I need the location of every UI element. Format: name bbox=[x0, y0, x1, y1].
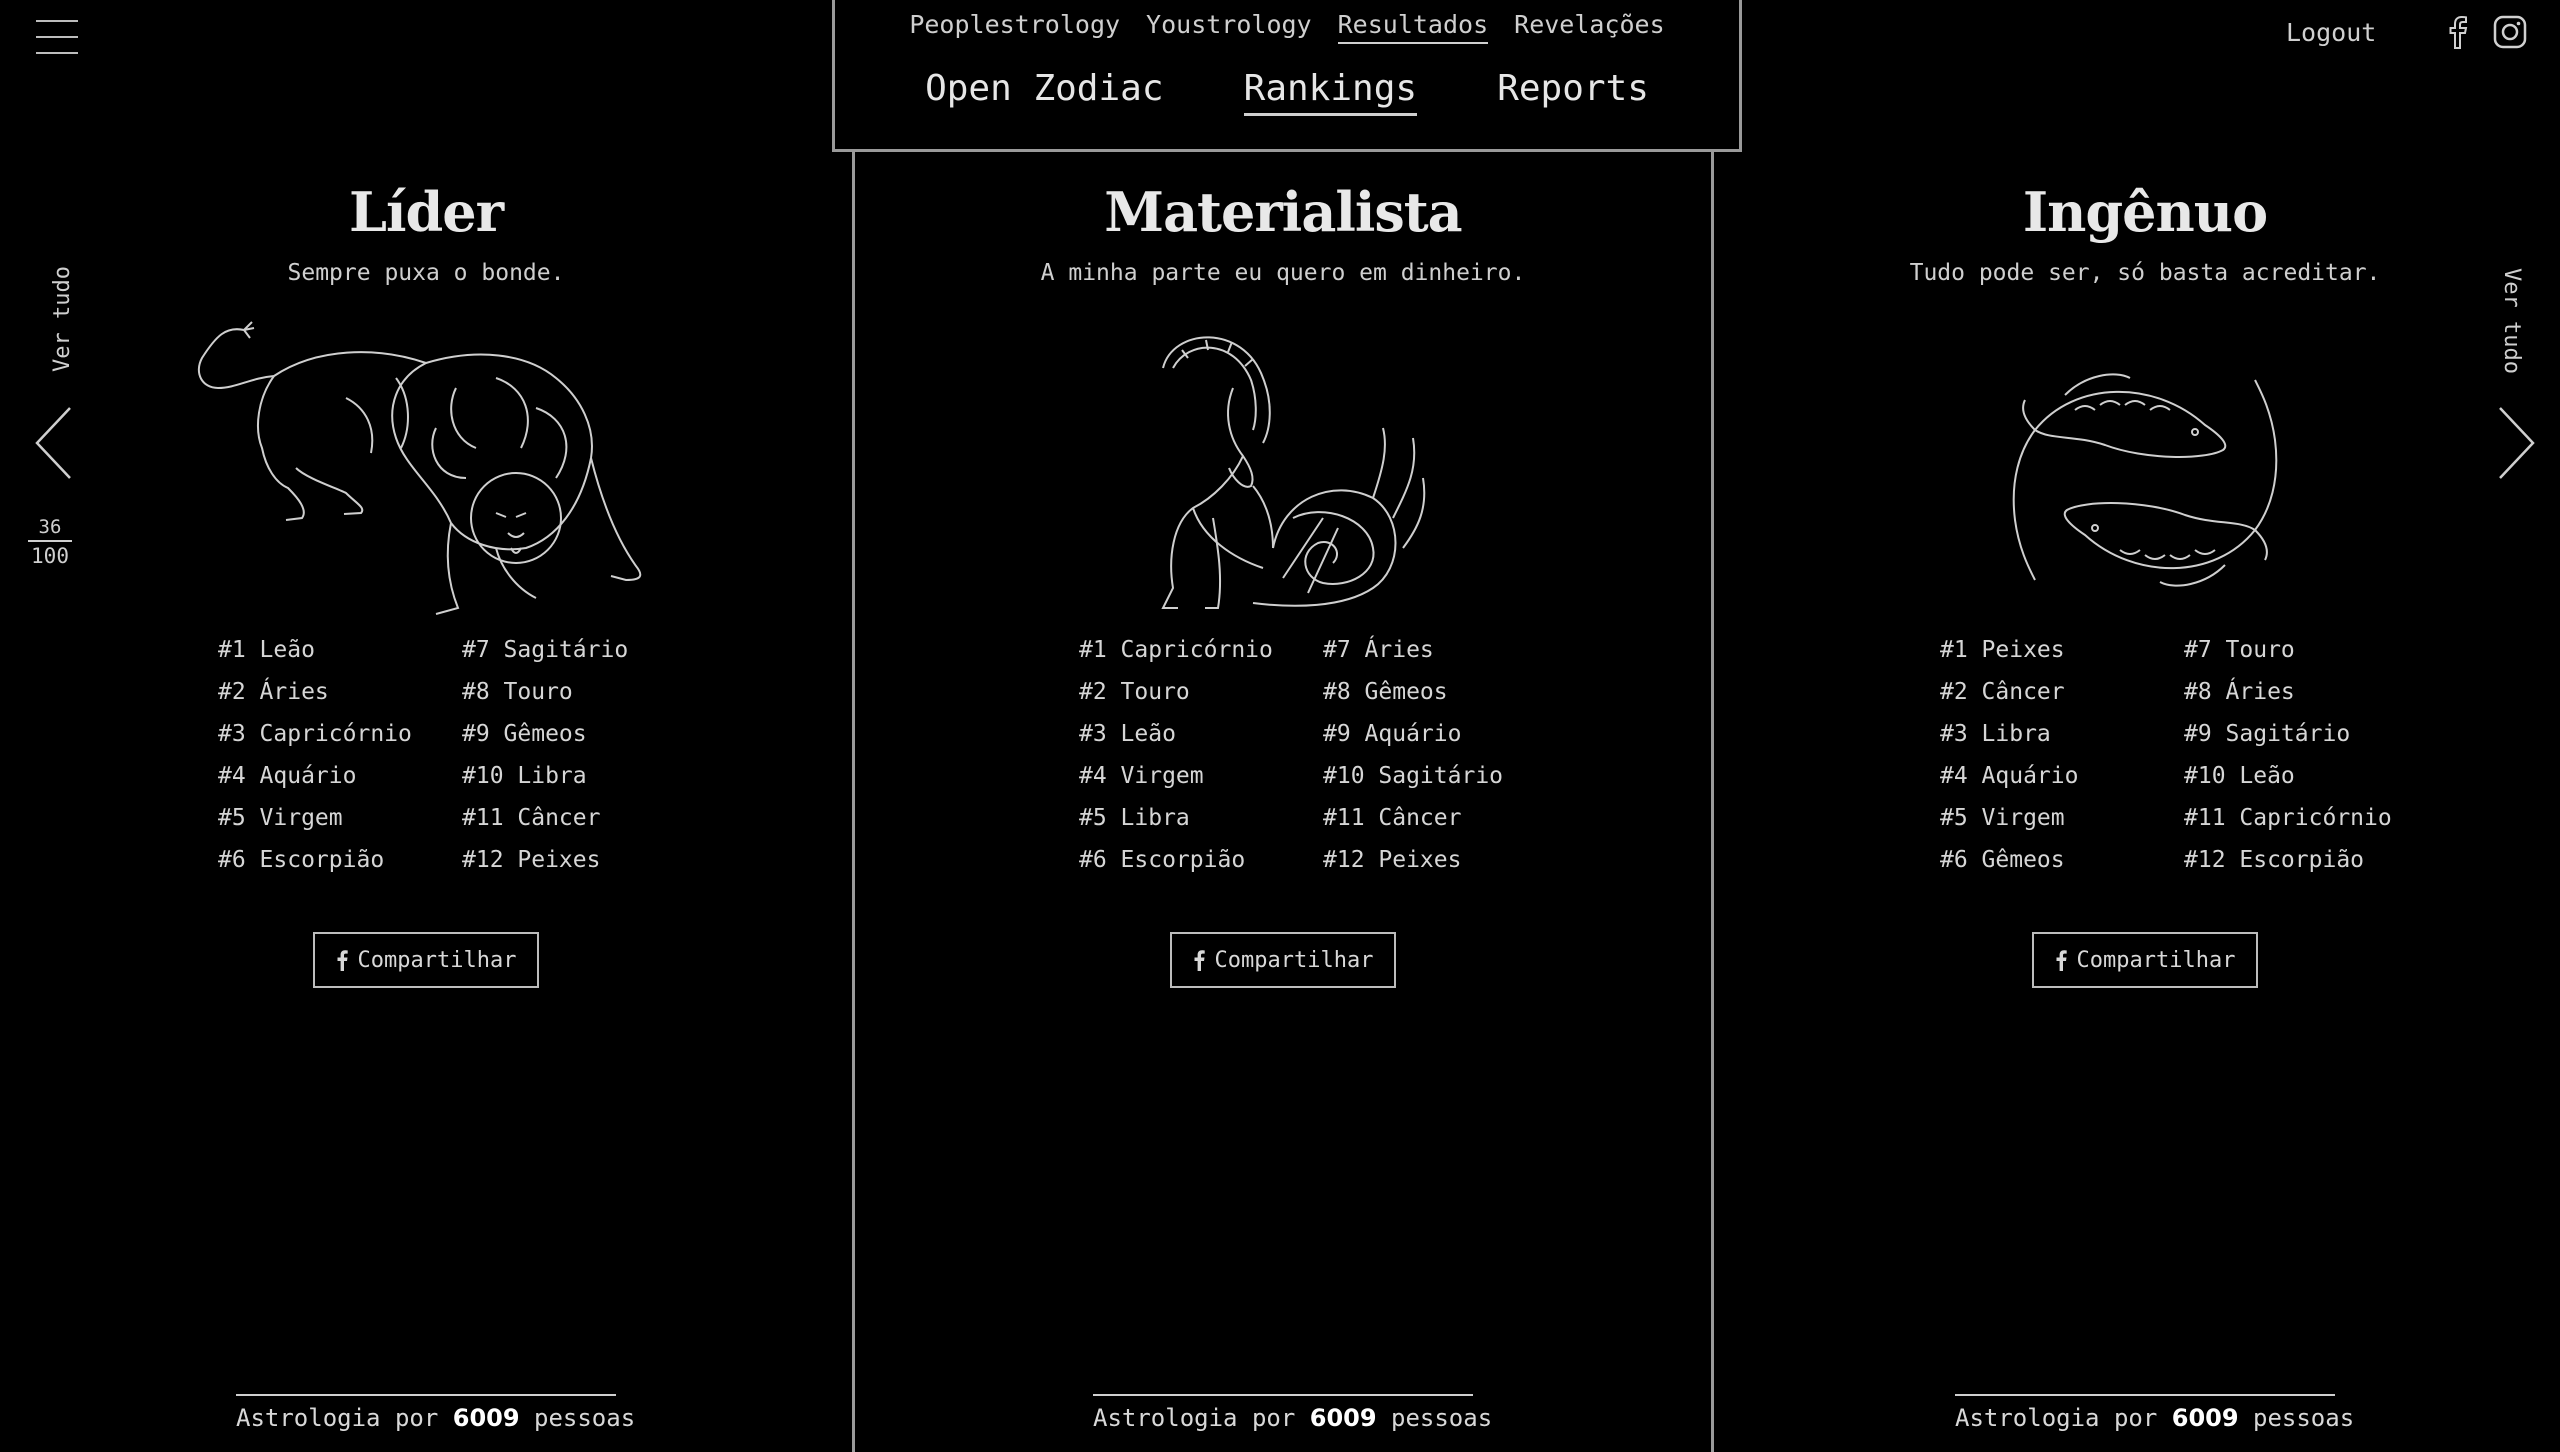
ranking-column-materialista bbox=[852, 0, 1714, 1452]
list-item: #10 Leão bbox=[2184, 763, 2295, 789]
list-item: #3 Capricórnio bbox=[218, 721, 412, 747]
list-item: #11 Capricórnio bbox=[2184, 805, 2392, 831]
list-item: #1 Leão bbox=[218, 637, 315, 663]
list-item: #1 Peixes bbox=[1940, 637, 2065, 663]
list-item: #5 Libra bbox=[1079, 805, 1190, 831]
list-item: #12 Peixes bbox=[1323, 847, 1462, 873]
column-subtitle: Tudo pode ser, só basta acreditar. bbox=[1909, 260, 2381, 286]
nav-reports[interactable]: Reports bbox=[1497, 68, 1649, 109]
nav-rankings[interactable]: Rankings bbox=[1244, 68, 1417, 116]
footer-prefix: Astrologia por bbox=[236, 1404, 453, 1432]
list-item: #3 Libra bbox=[1940, 721, 2051, 747]
ranking-column-ingenuo bbox=[1714, 0, 2560, 1452]
list-item: #2 Áries bbox=[218, 679, 329, 705]
facebook-icon bbox=[2055, 949, 2067, 971]
list-item: #8 Gêmeos bbox=[1323, 679, 1448, 705]
list-item: #7 Sagitário bbox=[462, 637, 629, 663]
counter-current: 36 bbox=[28, 516, 72, 542]
nav-open-zodiac[interactable]: Open Zodiac bbox=[925, 68, 1164, 109]
ranking-list bbox=[1079, 632, 1523, 884]
logout-link[interactable]: Logout bbox=[2286, 18, 2377, 47]
share-button-label: Compartilhar bbox=[357, 947, 517, 973]
list-item: #9 Aquário bbox=[1323, 721, 1462, 747]
ranking-list bbox=[1940, 632, 2392, 884]
share-button-label: Compartilhar bbox=[1214, 947, 1374, 973]
people-count: 6009 bbox=[452, 1404, 520, 1432]
ver-tudo-left-link[interactable]: Ver tudo bbox=[50, 266, 75, 372]
column-subtitle: A minha parte eu quero em dinheiro. bbox=[1040, 260, 1526, 286]
list-item: #3 Leão bbox=[1079, 721, 1176, 747]
column-title: Materialista bbox=[1104, 180, 1462, 244]
list-item: #2 Touro bbox=[1079, 679, 1190, 705]
ranking-column-lider bbox=[0, 0, 852, 1452]
list-item: #6 Escorpião bbox=[1079, 847, 1246, 873]
column-title: Ingênuo bbox=[2022, 180, 2268, 244]
top-navigation bbox=[832, 0, 1742, 152]
footer-suffix: pessoas bbox=[1376, 1404, 1493, 1432]
footer-suffix: pessoas bbox=[2238, 1404, 2355, 1432]
share-button-label: Compartilhar bbox=[2076, 947, 2236, 973]
pisces-icon bbox=[2005, 350, 2285, 610]
list-item: #12 Peixes bbox=[462, 847, 601, 873]
list-item: #8 Áries bbox=[2184, 679, 2295, 705]
footer-count bbox=[236, 1394, 636, 1432]
footer-count bbox=[1955, 1394, 2355, 1432]
sub-navigation bbox=[835, 10, 1739, 44]
list-item: #5 Virgem bbox=[218, 805, 343, 831]
list-item: #5 Virgem bbox=[1940, 805, 2065, 831]
people-count: 6009 bbox=[1309, 1404, 1377, 1432]
list-item: #6 Escorpião bbox=[218, 847, 385, 873]
ranking-list bbox=[218, 632, 662, 884]
list-item: #7 Áries bbox=[1323, 637, 1434, 663]
facebook-icon bbox=[1193, 949, 1205, 971]
subnav-peoplestrology[interactable]: Peoplestrology bbox=[909, 10, 1121, 39]
subnav-resultados[interactable]: Resultados bbox=[1338, 10, 1489, 44]
facebook-icon bbox=[336, 949, 348, 971]
subnav-youstrology[interactable]: Youstrology bbox=[1146, 10, 1312, 39]
list-item: #1 Capricórnio bbox=[1079, 637, 1273, 663]
list-item: #6 Gêmeos bbox=[1940, 847, 2065, 873]
list-item: #12 Escorpião bbox=[2184, 847, 2365, 873]
footer-suffix: pessoas bbox=[519, 1404, 636, 1432]
list-item: #10 Libra bbox=[462, 763, 587, 789]
list-item: #4 Aquário bbox=[218, 763, 357, 789]
list-item: #11 Câncer bbox=[1323, 805, 1462, 831]
people-count: 6009 bbox=[2171, 1404, 2239, 1432]
share-button[interactable] bbox=[1170, 932, 1396, 988]
footer-count bbox=[1093, 1394, 1493, 1432]
list-item: #9 Sagitário bbox=[2184, 721, 2351, 747]
ver-tudo-right-link[interactable]: Ver tudo bbox=[2499, 268, 2524, 374]
main-navigation bbox=[835, 68, 1739, 116]
share-button[interactable] bbox=[313, 932, 539, 988]
list-item: #10 Sagitário bbox=[1323, 763, 1504, 789]
lion-icon bbox=[196, 318, 656, 618]
list-item: #2 Câncer bbox=[1940, 679, 2065, 705]
counter-total: 100 bbox=[31, 544, 69, 568]
column-subtitle: Sempre puxa o bonde. bbox=[287, 260, 565, 286]
share-button[interactable] bbox=[2032, 932, 2258, 988]
list-item: #4 Aquário bbox=[1940, 763, 2079, 789]
capricorn-icon bbox=[1133, 318, 1433, 618]
footer-prefix: Astrologia por bbox=[1955, 1404, 2172, 1432]
footer-prefix: Astrologia por bbox=[1093, 1404, 1310, 1432]
column-title: Líder bbox=[348, 180, 504, 244]
list-item: #7 Touro bbox=[2184, 637, 2295, 663]
list-item: #4 Virgem bbox=[1079, 763, 1204, 789]
list-item: #11 Câncer bbox=[462, 805, 601, 831]
subnav-revelacoes[interactable]: Revelações bbox=[1514, 10, 1665, 39]
list-item: #9 Gêmeos bbox=[462, 721, 587, 747]
list-item: #8 Touro bbox=[462, 679, 573, 705]
